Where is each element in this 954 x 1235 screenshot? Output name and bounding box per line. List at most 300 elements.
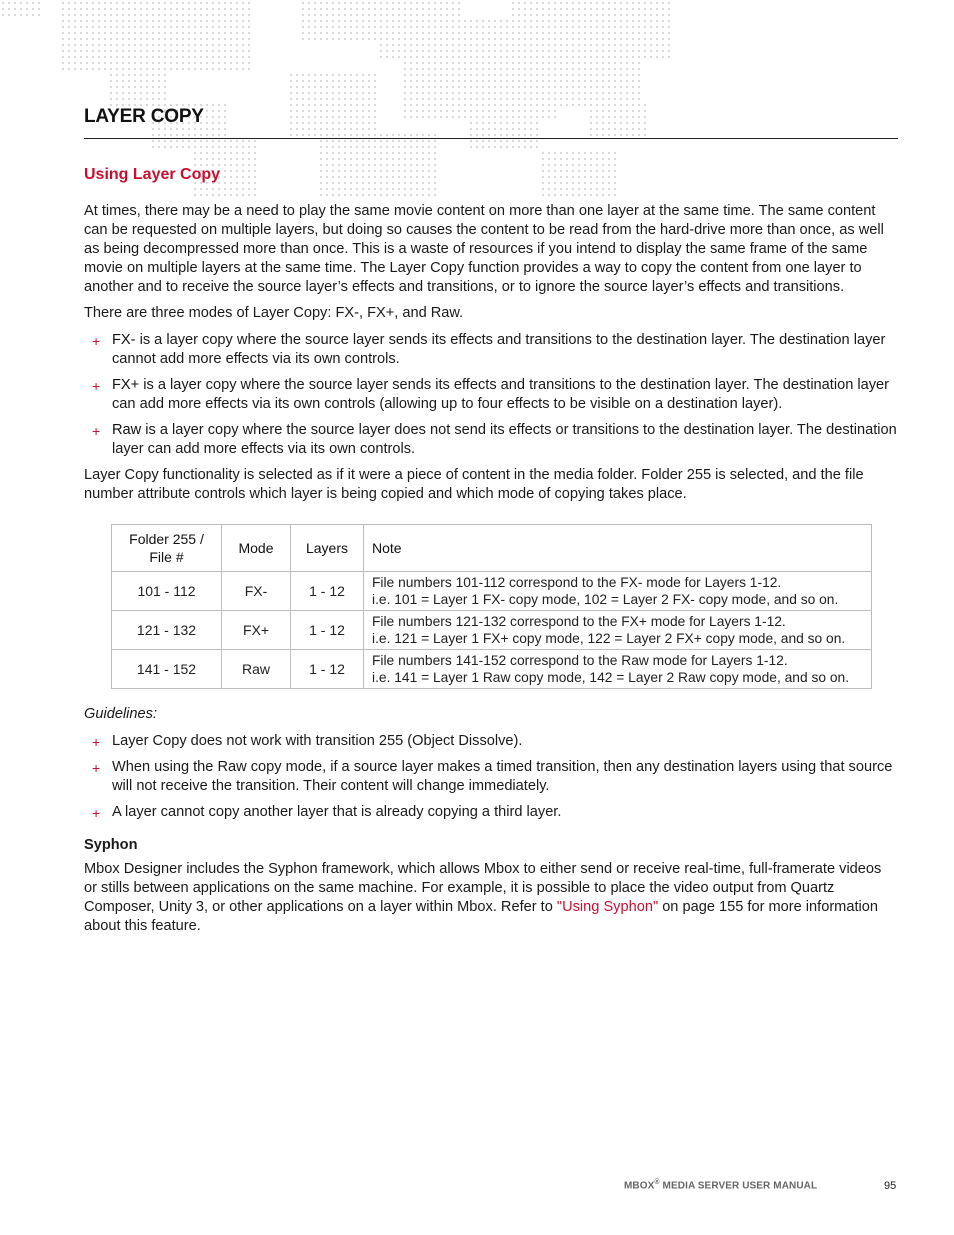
map-dot: [602, 164, 604, 166]
map-dot: [374, 32, 376, 34]
map-dot: [410, 176, 412, 178]
map-dot: [434, 194, 436, 196]
map-dot: [398, 32, 400, 34]
map-dot: [530, 50, 532, 52]
map-dot: [176, 56, 178, 58]
map-dot: [650, 56, 652, 58]
map-dot: [626, 32, 628, 34]
map-dot: [422, 80, 424, 82]
map-dot: [542, 176, 544, 178]
map-dot: [320, 86, 322, 88]
map-dot: [356, 152, 358, 154]
mode-term: FX-: [112, 332, 136, 348]
map-dot: [122, 92, 124, 94]
map-dot: [536, 26, 538, 28]
map-dot: [356, 38, 358, 40]
map-dot: [578, 164, 580, 166]
map-dot: [224, 14, 226, 16]
map-dot: [92, 44, 94, 46]
guideline-text: A layer cannot copy another layer that is already copying a third layer.: [112, 804, 562, 820]
map-dot: [530, 98, 532, 100]
map-dot: [596, 104, 598, 106]
map-dot: [350, 92, 352, 94]
map-dot: [488, 32, 490, 34]
map-dot: [350, 2, 352, 4]
map-dot: [398, 164, 400, 166]
map-dot: [488, 26, 490, 28]
map-dot: [578, 2, 580, 4]
map-dot: [386, 188, 388, 190]
map-dot: [26, 8, 28, 10]
map-dot: [584, 44, 586, 46]
map-dot: [374, 8, 376, 10]
map-dot: [254, 140, 256, 142]
map-dot: [344, 116, 346, 118]
map-dot: [488, 74, 490, 76]
map-dot: [590, 38, 592, 40]
map-dot: [320, 92, 322, 94]
map-dot: [338, 170, 340, 172]
map-dot: [332, 128, 334, 130]
map-dot: [380, 56, 382, 58]
cell-note: [364, 650, 872, 689]
map-dot: [164, 2, 166, 4]
map-dot: [164, 26, 166, 28]
map-dot: [230, 146, 232, 148]
map-dot: [326, 146, 328, 148]
map-dot: [194, 62, 196, 64]
map-dot: [374, 26, 376, 28]
map-dot: [152, 14, 154, 16]
map-dot: [332, 134, 334, 136]
map-dot: [176, 32, 178, 34]
map-dot: [470, 122, 472, 124]
map-dot: [542, 62, 544, 64]
map-dot: [236, 26, 238, 28]
map-dot: [356, 182, 358, 184]
map-dot: [74, 14, 76, 16]
map-dot: [398, 44, 400, 46]
map-dot: [110, 14, 112, 16]
map-dot: [296, 92, 298, 94]
map-dot: [374, 104, 376, 106]
map-dot: [422, 110, 424, 112]
map-dot: [608, 50, 610, 52]
map-dot: [518, 68, 520, 70]
map-dot: [632, 134, 634, 136]
map-dot: [398, 182, 400, 184]
map-dot: [98, 68, 100, 70]
map-dot: [116, 44, 118, 46]
map-dot: [164, 134, 166, 136]
map-dot: [404, 140, 406, 142]
map-dot: [434, 14, 436, 16]
map-dot: [644, 116, 646, 118]
map-dot: [644, 8, 646, 10]
map-dot: [416, 80, 418, 82]
map-dot: [236, 182, 238, 184]
map-dot: [548, 38, 550, 40]
map-dot: [404, 8, 406, 10]
map-dot: [398, 158, 400, 160]
map-dot: [122, 20, 124, 22]
map-dot: [398, 56, 400, 58]
map-dot: [428, 32, 430, 34]
map-dot: [122, 86, 124, 88]
map-dot: [590, 2, 592, 4]
map-dot: [608, 116, 610, 118]
map-dot: [560, 32, 562, 34]
map-dot: [206, 26, 208, 28]
map-dot: [374, 14, 376, 16]
map-dot: [344, 128, 346, 130]
map-dot: [554, 92, 556, 94]
map-dot: [236, 20, 238, 22]
map-dot: [422, 20, 424, 22]
map-dot: [596, 8, 598, 10]
map-dot: [92, 26, 94, 28]
map-dot: [182, 8, 184, 10]
map-dot: [590, 122, 592, 124]
map-dot: [296, 110, 298, 112]
map-dot: [302, 128, 304, 130]
map-dot: [326, 152, 328, 154]
map-dot: [608, 2, 610, 4]
map-dot: [230, 14, 232, 16]
map-dot: [392, 14, 394, 16]
map-dot: [422, 158, 424, 160]
map-dot: [356, 26, 358, 28]
map-dot: [212, 38, 214, 40]
map-dot: [602, 92, 604, 94]
map-dot: [290, 122, 292, 124]
map-dot: [650, 2, 652, 4]
map-dot: [110, 2, 112, 4]
map-dot: [458, 8, 460, 10]
map-dot: [212, 140, 214, 142]
map-dot: [488, 56, 490, 58]
map-dot: [356, 170, 358, 172]
map-dot: [338, 188, 340, 190]
map-dot: [290, 128, 292, 130]
map-dot: [458, 32, 460, 34]
map-dot: [158, 2, 160, 4]
map-dot: [86, 44, 88, 46]
map-dot: [530, 14, 532, 16]
map-dot: [488, 140, 490, 142]
map-dot: [188, 68, 190, 70]
map-dot: [446, 50, 448, 52]
map-dot: [38, 2, 40, 4]
map-dot: [452, 20, 454, 22]
map-dot: [224, 176, 226, 178]
map-dot: [74, 62, 76, 64]
map-dot: [404, 170, 406, 172]
map-dot: [536, 14, 538, 16]
map-dot: [68, 32, 70, 34]
map-dot: [422, 56, 424, 58]
map-dot: [410, 62, 412, 64]
map-dot: [446, 20, 448, 22]
map-dot: [434, 110, 436, 112]
map-dot: [536, 98, 538, 100]
map-dot: [386, 194, 388, 196]
map-dot: [380, 182, 382, 184]
map-dot: [254, 188, 256, 190]
map-dot: [428, 182, 430, 184]
map-dot: [362, 152, 364, 154]
map-dot: [650, 50, 652, 52]
map-dot: [590, 98, 592, 100]
map-dot: [236, 164, 238, 166]
map-dot: [554, 74, 556, 76]
map-dot: [632, 50, 634, 52]
map-dot: [176, 50, 178, 52]
map-dot: [362, 140, 364, 142]
map-dot: [362, 146, 364, 148]
map-dot: [320, 74, 322, 76]
map-dot: [362, 104, 364, 106]
map-dot: [416, 20, 418, 22]
map-dot: [668, 8, 670, 10]
map-dot: [566, 2, 568, 4]
map-dot: [224, 32, 226, 34]
map-dot: [320, 176, 322, 178]
map-dot: [314, 74, 316, 76]
map-dot: [518, 140, 520, 142]
map-dot: [356, 80, 358, 82]
map-dot: [380, 194, 382, 196]
map-dot: [434, 182, 436, 184]
map-dot: [566, 38, 568, 40]
map-dot: [650, 38, 652, 40]
map-dot: [440, 104, 442, 106]
map-dot: [242, 152, 244, 154]
map-dot: [320, 140, 322, 142]
map-dot: [488, 104, 490, 106]
map-dot: [446, 98, 448, 100]
map-dot: [644, 44, 646, 46]
map-dot: [626, 68, 628, 70]
map-dot: [422, 104, 424, 106]
map-dot: [236, 62, 238, 64]
map-dot: [602, 26, 604, 28]
map-dot: [416, 140, 418, 142]
map-dot: [236, 14, 238, 16]
map-dot: [416, 56, 418, 58]
map-dot: [134, 26, 136, 28]
map-dot: [572, 152, 574, 154]
map-dot: [380, 14, 382, 16]
map-dot: [470, 20, 472, 22]
map-dot: [404, 98, 406, 100]
map-dot: [206, 128, 208, 130]
map-dot: [620, 110, 622, 112]
map-dot: [290, 110, 292, 112]
map-dot: [524, 104, 526, 106]
map-dot: [122, 44, 124, 46]
map-dot: [584, 20, 586, 22]
map-dot: [134, 20, 136, 22]
map-dot: [146, 98, 148, 100]
map-dot: [668, 44, 670, 46]
map-dot: [452, 110, 454, 112]
map-dot: [338, 146, 340, 148]
map-dot: [410, 74, 412, 76]
using-syphon-link[interactable]: "Using Syphon": [556, 899, 659, 915]
map-dot: [476, 68, 478, 70]
map-dot: [464, 44, 466, 46]
map-dot: [548, 92, 550, 94]
map-dot: [440, 32, 442, 34]
map-dot: [194, 128, 196, 130]
map-dot: [122, 50, 124, 52]
map-dot: [326, 140, 328, 142]
map-dot: [524, 122, 526, 124]
map-dot: [218, 56, 220, 58]
map-dot: [74, 44, 76, 46]
map-dot: [338, 104, 340, 106]
map-dot: [362, 2, 364, 4]
map-dot: [608, 188, 610, 190]
map-dot: [440, 80, 442, 82]
map-dot: [620, 116, 622, 118]
map-dot: [188, 128, 190, 130]
map-dot: [632, 80, 634, 82]
map-dot: [536, 146, 538, 148]
map-dot: [362, 20, 364, 22]
map-dot: [320, 152, 322, 154]
map-dot: [626, 128, 628, 130]
map-dot: [74, 26, 76, 28]
map-dot: [248, 194, 250, 196]
map-dot: [626, 20, 628, 22]
map-dot: [590, 62, 592, 64]
map-dot: [638, 32, 640, 34]
map-dot: [386, 8, 388, 10]
map-dot: [320, 182, 322, 184]
map-dot: [584, 8, 586, 10]
map-dot: [80, 50, 82, 52]
map-dot: [536, 2, 538, 4]
map-dot: [620, 92, 622, 94]
map-dot: [428, 56, 430, 58]
map-dot: [386, 182, 388, 184]
map-dot: [470, 62, 472, 64]
map-dot: [140, 68, 142, 70]
map-dot: [74, 68, 76, 70]
map-dot: [176, 44, 178, 46]
map-dot: [350, 14, 352, 16]
map-dot: [326, 38, 328, 40]
map-dot: [578, 50, 580, 52]
map-dot: [182, 128, 184, 130]
map-dot: [200, 50, 202, 52]
map-dot: [146, 44, 148, 46]
map-dot: [92, 14, 94, 16]
map-dot: [536, 134, 538, 136]
map-dot: [584, 56, 586, 58]
map-dot: [554, 14, 556, 16]
map-dot: [428, 98, 430, 100]
map-dot: [218, 158, 220, 160]
map-dot: [590, 80, 592, 82]
page-number: 95: [884, 1180, 897, 1192]
map-dot: [386, 134, 388, 136]
map-dot: [224, 158, 226, 160]
map-dot: [482, 44, 484, 46]
map-dot: [668, 14, 670, 16]
map-dot: [152, 44, 154, 46]
map-dot: [236, 56, 238, 58]
map-dot: [554, 20, 556, 22]
map-dot: [146, 50, 148, 52]
map-dot: [458, 2, 460, 4]
map-dot: [326, 128, 328, 130]
map-dot: [428, 62, 430, 64]
map-dot: [152, 50, 154, 52]
map-dot: [566, 44, 568, 46]
map-dot: [362, 110, 364, 112]
map-dot: [434, 164, 436, 166]
map-dot: [422, 194, 424, 196]
map-dot: [626, 14, 628, 16]
map-dot: [62, 26, 64, 28]
map-dot: [542, 152, 544, 154]
map-dot: [512, 122, 514, 124]
map-dot: [206, 104, 208, 106]
map-dot: [80, 38, 82, 40]
map-dot: [596, 2, 598, 4]
map-dot: [380, 2, 382, 4]
map-dot: [362, 128, 364, 130]
map-dot: [146, 80, 148, 82]
map-dot: [302, 14, 304, 16]
map-dot: [332, 92, 334, 94]
map-dot: [578, 152, 580, 154]
map-dot: [380, 176, 382, 178]
map-dot: [476, 80, 478, 82]
plus-bullet-icon: +: [92, 760, 101, 776]
map-dot: [212, 44, 214, 46]
map-dot: [512, 146, 514, 148]
map-dot: [590, 116, 592, 118]
map-dot: [476, 92, 478, 94]
map-dot: [332, 80, 334, 82]
map-dot: [536, 56, 538, 58]
map-dot: [326, 188, 328, 190]
map-dot: [416, 62, 418, 64]
map-dot: [440, 8, 442, 10]
map-dot: [524, 50, 526, 52]
map-dot: [26, 2, 28, 4]
map-dot: [494, 80, 496, 82]
map-dot: [614, 116, 616, 118]
map-dot: [104, 56, 106, 58]
map-dot: [542, 86, 544, 88]
map-dot: [590, 164, 592, 166]
map-dot: [560, 56, 562, 58]
map-dot: [104, 62, 106, 64]
map-dot: [458, 26, 460, 28]
map-dot: [140, 26, 142, 28]
map-dot: [578, 32, 580, 34]
map-dot: [416, 50, 418, 52]
map-dot: [242, 140, 244, 142]
map-dot: [650, 8, 652, 10]
map-dot: [542, 56, 544, 58]
map-dot: [242, 8, 244, 10]
